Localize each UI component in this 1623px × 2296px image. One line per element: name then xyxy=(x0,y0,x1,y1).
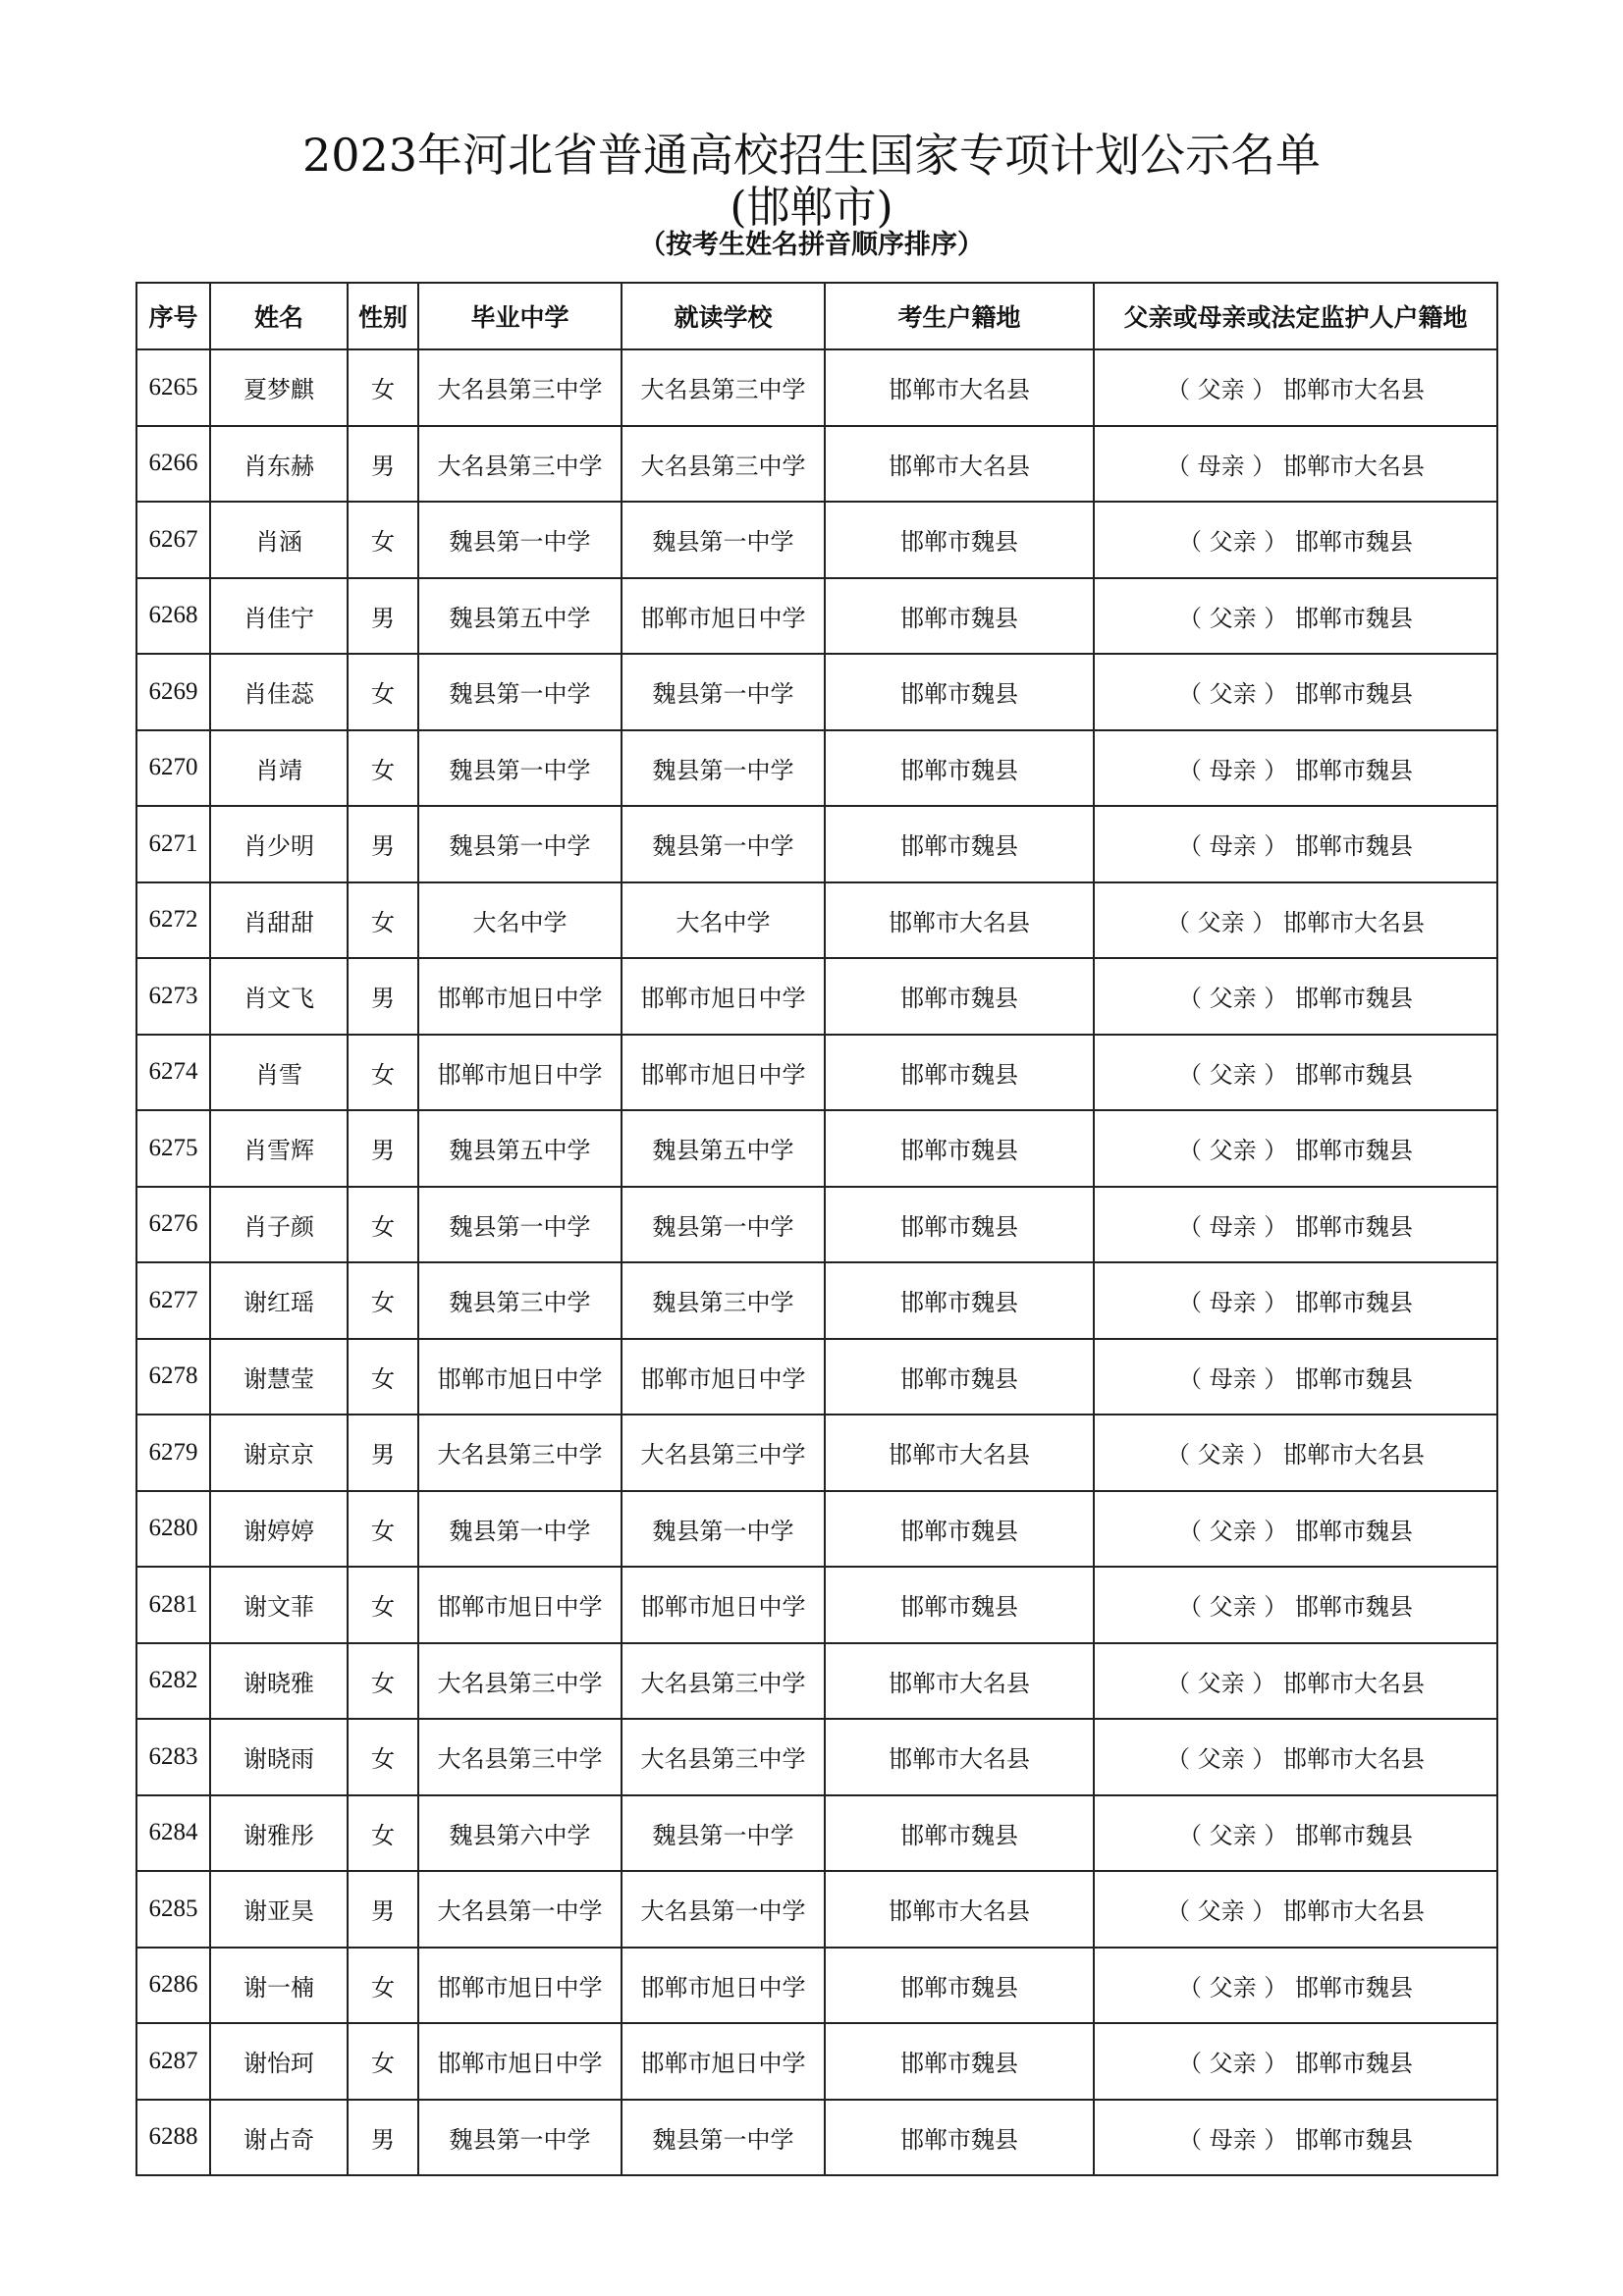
cell-name: 谢京京 xyxy=(210,1415,348,1491)
cell-name: 谢一楠 xyxy=(210,1948,348,2024)
cell-gender: 女 xyxy=(348,502,418,578)
cell-parent-hukou: （ 父亲 ） 邯郸市大名县 xyxy=(1094,1643,1497,1720)
cell-name: 肖少明 xyxy=(210,806,348,882)
cell-grad-school: 魏县第一中学 xyxy=(418,654,622,730)
cell-parent-hukou: （ 父亲 ） 邯郸市大名县 xyxy=(1094,1719,1497,1795)
cell-gender: 女 xyxy=(348,1719,418,1795)
table-row xyxy=(136,426,1497,503)
table-row xyxy=(136,1643,1497,1720)
cell-name: 谢晓雅 xyxy=(210,1643,348,1720)
cell-grad-school: 邯郸市旭日中学 xyxy=(418,1567,622,1643)
cell-parent-hukou: （ 母亲 ） 邯郸市魏县 xyxy=(1094,1187,1497,1263)
cell-parent-hukou: （ 父亲 ） 邯郸市魏县 xyxy=(1094,1948,1497,2024)
cell-grad-school: 大名中学 xyxy=(418,882,622,959)
col-header-name: 姓名 xyxy=(210,283,348,349)
cell-hukou: 邯郸市魏县 xyxy=(825,1795,1094,1872)
table-row xyxy=(136,806,1497,882)
cell-current-school: 邯郸市旭日中学 xyxy=(622,1339,825,1415)
cell-parent-hukou: （ 父亲 ） 邯郸市魏县 xyxy=(1094,958,1497,1035)
roster-table xyxy=(135,282,1498,2176)
cell-gender: 男 xyxy=(348,1871,418,1948)
cell-gender: 女 xyxy=(348,1035,418,1111)
cell-serial-no: 6268 xyxy=(136,578,210,655)
cell-grad-school: 大名县第三中学 xyxy=(418,1415,622,1491)
cell-serial-no: 6270 xyxy=(136,730,210,807)
col-header-hukou: 考生户籍地 xyxy=(825,283,1094,349)
table-body xyxy=(136,349,1497,2175)
cell-gender: 男 xyxy=(348,2100,418,2176)
table-row xyxy=(136,1567,1497,1643)
cell-name: 谢亚昊 xyxy=(210,1871,348,1948)
cell-current-school: 大名县第三中学 xyxy=(622,1415,825,1491)
col-header-gender: 性别 xyxy=(348,283,418,349)
cell-grad-school: 魏县第三中学 xyxy=(418,1262,622,1339)
cell-serial-no: 6280 xyxy=(136,1491,210,1568)
cell-hukou: 邯郸市魏县 xyxy=(825,1035,1094,1111)
cell-serial-no: 6287 xyxy=(136,2023,210,2100)
cell-grad-school: 大名县第三中学 xyxy=(418,349,622,426)
cell-current-school: 大名县第三中学 xyxy=(622,426,825,503)
cell-serial-no: 6274 xyxy=(136,1035,210,1111)
cell-current-school: 大名县第三中学 xyxy=(622,349,825,426)
cell-gender: 女 xyxy=(348,882,418,959)
cell-current-school: 大名中学 xyxy=(622,882,825,959)
cell-serial-no: 6282 xyxy=(136,1643,210,1720)
cell-gender: 女 xyxy=(348,1187,418,1263)
table-row xyxy=(136,2023,1497,2100)
cell-name: 肖佳宁 xyxy=(210,578,348,655)
table-row xyxy=(136,1491,1497,1568)
cell-grad-school: 魏县第一中学 xyxy=(418,1187,622,1263)
table-row xyxy=(136,1339,1497,1415)
cell-serial-no: 6271 xyxy=(136,806,210,882)
cell-hukou: 邯郸市大名县 xyxy=(825,1719,1094,1795)
cell-gender: 男 xyxy=(348,958,418,1035)
cell-gender: 女 xyxy=(348,1339,418,1415)
cell-current-school: 邯郸市旭日中学 xyxy=(622,578,825,655)
cell-parent-hukou: （ 父亲 ） 邯郸市大名县 xyxy=(1094,1415,1497,1491)
cell-parent-hukou: （ 母亲 ） 邯郸市魏县 xyxy=(1094,1262,1497,1339)
cell-name: 肖子颜 xyxy=(210,1187,348,1263)
table-row xyxy=(136,1035,1497,1111)
cell-parent-hukou: （ 母亲 ） 邯郸市魏县 xyxy=(1094,806,1497,882)
cell-name: 肖涵 xyxy=(210,502,348,578)
cell-parent-hukou: （ 父亲 ） 邯郸市魏县 xyxy=(1094,1795,1497,1872)
cell-parent-hukou: （ 母亲 ） 邯郸市魏县 xyxy=(1094,1339,1497,1415)
cell-grad-school: 魏县第五中学 xyxy=(418,1110,622,1187)
cell-parent-hukou: （ 父亲 ） 邯郸市大名县 xyxy=(1094,882,1497,959)
cell-grad-school: 魏县第一中学 xyxy=(418,2100,622,2176)
cell-current-school: 魏县第一中学 xyxy=(622,1187,825,1263)
cell-serial-no: 6269 xyxy=(136,654,210,730)
cell-hukou: 邯郸市魏县 xyxy=(825,654,1094,730)
cell-serial-no: 6278 xyxy=(136,1339,210,1415)
cell-hukou: 邯郸市大名县 xyxy=(825,1871,1094,1948)
cell-name: 谢雅彤 xyxy=(210,1795,348,1872)
cell-current-school: 魏县第一中学 xyxy=(622,502,825,578)
table-row xyxy=(136,1719,1497,1795)
cell-grad-school: 大名县第三中学 xyxy=(418,1643,622,1720)
cell-serial-no: 6265 xyxy=(136,349,210,426)
cell-parent-hukou: （ 父亲 ） 邯郸市魏县 xyxy=(1094,2023,1497,2100)
cell-hukou: 邯郸市大名县 xyxy=(825,426,1094,503)
table-row xyxy=(136,654,1497,730)
cell-name: 谢怡珂 xyxy=(210,2023,348,2100)
cell-gender: 男 xyxy=(348,426,418,503)
cell-current-school: 邯郸市旭日中学 xyxy=(622,1035,825,1111)
cell-parent-hukou: （ 父亲 ） 邯郸市魏县 xyxy=(1094,1110,1497,1187)
col-header-current-school: 就读学校 xyxy=(622,283,825,349)
cell-parent-hukou: （ 父亲 ） 邯郸市大名县 xyxy=(1094,349,1497,426)
cell-parent-hukou: （ 父亲 ） 邯郸市大名县 xyxy=(1094,1871,1497,1948)
sort-note: （按考生姓名拼音顺序排序） xyxy=(639,230,984,260)
cell-serial-no: 6279 xyxy=(136,1415,210,1491)
cell-grad-school: 魏县第一中学 xyxy=(418,806,622,882)
col-header-no: 序号 xyxy=(136,283,210,349)
cell-grad-school: 邯郸市旭日中学 xyxy=(418,1339,622,1415)
cell-grad-school: 邯郸市旭日中学 xyxy=(418,958,622,1035)
cell-serial-no: 6288 xyxy=(136,2100,210,2176)
cell-grad-school: 邯郸市旭日中学 xyxy=(418,1948,622,2024)
cell-current-school: 魏县第一中学 xyxy=(622,1491,825,1568)
table-row xyxy=(136,1262,1497,1339)
cell-hukou: 邯郸市魏县 xyxy=(825,502,1094,578)
cell-name: 肖靖 xyxy=(210,730,348,807)
cell-hukou: 邯郸市魏县 xyxy=(825,2100,1094,2176)
cell-serial-no: 6277 xyxy=(136,1262,210,1339)
table-row xyxy=(136,1187,1497,1263)
table-row xyxy=(136,958,1497,1035)
cell-current-school: 邯郸市旭日中学 xyxy=(622,2023,825,2100)
cell-serial-no: 6267 xyxy=(136,502,210,578)
cell-gender: 男 xyxy=(348,1110,418,1187)
cell-hukou: 邯郸市魏县 xyxy=(825,806,1094,882)
table-row xyxy=(136,349,1497,426)
cell-gender: 男 xyxy=(348,578,418,655)
cell-grad-school: 魏县第一中学 xyxy=(418,730,622,807)
cell-serial-no: 6286 xyxy=(136,1948,210,2024)
cell-grad-school: 邯郸市旭日中学 xyxy=(418,1035,622,1111)
cell-gender: 女 xyxy=(348,1491,418,1568)
table-row xyxy=(136,502,1497,578)
cell-current-school: 魏县第五中学 xyxy=(622,1110,825,1187)
cell-name: 肖佳蕊 xyxy=(210,654,348,730)
cell-grad-school: 邯郸市旭日中学 xyxy=(418,2023,622,2100)
cell-current-school: 大名县第一中学 xyxy=(622,1871,825,1948)
cell-grad-school: 魏县第五中学 xyxy=(418,578,622,655)
cell-hukou: 邯郸市魏县 xyxy=(825,1187,1094,1263)
col-header-grad-school: 毕业中学 xyxy=(418,283,622,349)
cell-serial-no: 6266 xyxy=(136,426,210,503)
cell-serial-no: 6272 xyxy=(136,882,210,959)
cell-parent-hukou: （ 父亲 ） 邯郸市魏县 xyxy=(1094,1491,1497,1568)
table-row xyxy=(136,1795,1497,1872)
cell-gender: 男 xyxy=(348,1415,418,1491)
cell-current-school: 魏县第一中学 xyxy=(622,806,825,882)
cell-serial-no: 6273 xyxy=(136,958,210,1035)
cell-current-school: 魏县第一中学 xyxy=(622,2100,825,2176)
cell-serial-no: 6283 xyxy=(136,1719,210,1795)
cell-name: 夏梦麒 xyxy=(210,349,348,426)
cell-gender: 女 xyxy=(348,1948,418,2024)
col-header-parent-hukou: 父亲或母亲或法定监护人户籍地 xyxy=(1094,283,1497,349)
cell-gender: 女 xyxy=(348,654,418,730)
cell-gender: 女 xyxy=(348,2023,418,2100)
cell-grad-school: 魏县第一中学 xyxy=(418,502,622,578)
cell-current-school: 魏县第一中学 xyxy=(622,654,825,730)
cell-current-school: 魏县第三中学 xyxy=(622,1262,825,1339)
cell-parent-hukou: （ 父亲 ） 邯郸市魏县 xyxy=(1094,654,1497,730)
table-row xyxy=(136,1415,1497,1491)
cell-hukou: 邯郸市大名县 xyxy=(825,882,1094,959)
page-title: 2023年河北省普通高校招生国家专项计划公示名单 xyxy=(301,129,1322,182)
cell-serial-no: 6275 xyxy=(136,1110,210,1187)
cell-serial-no: 6285 xyxy=(136,1871,210,1948)
table-row xyxy=(136,2100,1497,2176)
cell-name: 肖雪 xyxy=(210,1035,348,1111)
cell-hukou: 邯郸市魏县 xyxy=(825,578,1094,655)
cell-current-school: 魏县第一中学 xyxy=(622,1795,825,1872)
table-row xyxy=(136,1871,1497,1948)
cell-hukou: 邯郸市魏县 xyxy=(825,958,1094,1035)
cell-name: 谢文菲 xyxy=(210,1567,348,1643)
cell-hukou: 邯郸市魏县 xyxy=(825,1339,1094,1415)
cell-parent-hukou: （ 母亲 ） 邯郸市魏县 xyxy=(1094,730,1497,807)
cell-current-school: 邯郸市旭日中学 xyxy=(622,1567,825,1643)
cell-current-school: 大名县第三中学 xyxy=(622,1719,825,1795)
cell-hukou: 邯郸市大名县 xyxy=(825,349,1094,426)
cell-serial-no: 6281 xyxy=(136,1567,210,1643)
cell-parent-hukou: （ 父亲 ） 邯郸市魏县 xyxy=(1094,1035,1497,1111)
cell-serial-no: 6276 xyxy=(136,1187,210,1263)
cell-grad-school: 魏县第一中学 xyxy=(418,1491,622,1568)
table-row xyxy=(136,882,1497,959)
cell-grad-school: 大名县第三中学 xyxy=(418,1719,622,1795)
cell-hukou: 邯郸市大名县 xyxy=(825,1415,1094,1491)
cell-name: 谢慧莹 xyxy=(210,1339,348,1415)
cell-hukou: 邯郸市魏县 xyxy=(825,2023,1094,2100)
cell-name: 肖文飞 xyxy=(210,958,348,1035)
cell-gender: 女 xyxy=(348,349,418,426)
cell-name: 肖雪辉 xyxy=(210,1110,348,1187)
cell-hukou: 邯郸市魏县 xyxy=(825,1567,1094,1643)
cell-current-school: 邯郸市旭日中学 xyxy=(622,958,825,1035)
cell-parent-hukou: （ 母亲 ） 邯郸市大名县 xyxy=(1094,426,1497,503)
page-subtitle: (邯郸市) xyxy=(730,183,893,233)
cell-parent-hukou: （ 父亲 ） 邯郸市魏县 xyxy=(1094,502,1497,578)
cell-parent-hukou: （ 父亲 ） 邯郸市魏县 xyxy=(1094,1567,1497,1643)
cell-grad-school: 大名县第三中学 xyxy=(418,426,622,503)
cell-current-school: 邯郸市旭日中学 xyxy=(622,1948,825,2024)
table-row xyxy=(136,1948,1497,2024)
table-row xyxy=(136,578,1497,655)
table-header-row xyxy=(136,283,1497,349)
cell-parent-hukou: （ 父亲 ） 邯郸市魏县 xyxy=(1094,578,1497,655)
cell-name: 谢占奇 xyxy=(210,2100,348,2176)
cell-gender: 女 xyxy=(348,1262,418,1339)
cell-name: 谢晓雨 xyxy=(210,1719,348,1795)
cell-grad-school: 大名县第一中学 xyxy=(418,1871,622,1948)
table-row xyxy=(136,1110,1497,1187)
cell-hukou: 邯郸市魏县 xyxy=(825,1262,1094,1339)
cell-parent-hukou: （ 母亲 ） 邯郸市魏县 xyxy=(1094,2100,1497,2176)
cell-gender: 女 xyxy=(348,1795,418,1872)
cell-current-school: 魏县第一中学 xyxy=(622,730,825,807)
cell-serial-no: 6284 xyxy=(136,1795,210,1872)
cell-name: 谢红瑶 xyxy=(210,1262,348,1339)
cell-grad-school: 魏县第六中学 xyxy=(418,1795,622,1872)
table-row xyxy=(136,730,1497,807)
cell-hukou: 邯郸市魏县 xyxy=(825,1948,1094,2024)
cell-gender: 女 xyxy=(348,1567,418,1643)
cell-hukou: 邯郸市魏县 xyxy=(825,730,1094,807)
cell-name: 谢婷婷 xyxy=(210,1491,348,1568)
cell-hukou: 邯郸市大名县 xyxy=(825,1643,1094,1720)
cell-gender: 女 xyxy=(348,1643,418,1720)
cell-current-school: 大名县第三中学 xyxy=(622,1643,825,1720)
cell-gender: 女 xyxy=(348,730,418,807)
cell-name: 肖东赫 xyxy=(210,426,348,503)
cell-hukou: 邯郸市魏县 xyxy=(825,1491,1094,1568)
cell-hukou: 邯郸市魏县 xyxy=(825,1110,1094,1187)
cell-name: 肖甜甜 xyxy=(210,882,348,959)
cell-gender: 男 xyxy=(348,806,418,882)
